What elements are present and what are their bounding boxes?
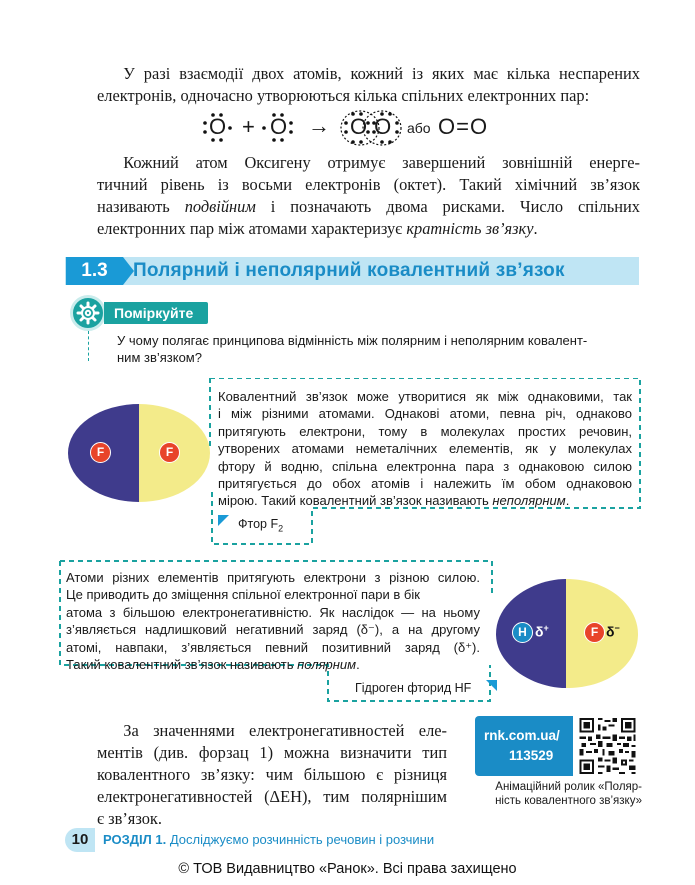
chapter-label: РОЗДІЛ 1. xyxy=(103,832,167,847)
box2-line-2: Це приводить до зміщення спільної електронної пари в бік xyxy=(66,587,420,603)
term-double: подвійним xyxy=(184,197,256,216)
para2-text: електронних пар між атомами характеризує xyxy=(97,219,407,238)
plus-sign: + xyxy=(242,114,255,139)
para2-text: і позначають двома рисками. Число спільних xyxy=(255,197,640,216)
term-nonpolar: неполярним xyxy=(492,493,566,509)
box2-text xyxy=(66,569,480,673)
delta-symbol: δ xyxy=(606,623,615,640)
section-title: Полярний і неполярний ковалентний зв’язок xyxy=(133,260,565,281)
box2-line-5: атомі, навпаки, з’являється певний позитивний заряд (δ⁺). xyxy=(66,639,480,655)
think-dashed-line xyxy=(88,331,89,361)
para2-line-1: Кожний атом Оксигену отримує завершений зовнішній енерге- xyxy=(123,153,640,172)
bottom-line-5: є зв’язок. xyxy=(97,809,162,828)
page-number: 10 xyxy=(65,828,95,852)
oxygen-molecule: OO xyxy=(350,114,399,139)
section-number: 1.3 xyxy=(66,257,123,285)
gear-icon xyxy=(70,295,106,331)
term-bond-order: кратність зв’язку xyxy=(406,219,534,238)
box1-line-6: притягується до обох атомів і належить їм обом однаковою xyxy=(218,476,632,492)
box1-line-7 xyxy=(218,492,632,509)
chapter-title: Досліджуємо розчинність речовин і розчини xyxy=(166,832,435,847)
rnk-url: rnk.com.ua/ xyxy=(484,728,560,743)
fluorine-atom-2: F xyxy=(159,442,180,463)
bottom-line-4: електронегативностей (ΔЕН), тим полярнішим xyxy=(97,787,447,806)
think-tag: Поміркуйте xyxy=(104,302,208,324)
paragraph-electronegativity xyxy=(97,720,447,830)
animation-caption-line-2: ність ковалентного зв’язку» xyxy=(495,794,642,807)
box1-text xyxy=(218,388,632,510)
intro-line-2: електронів, одночасно утворюються кілька спільних електронних пар: xyxy=(97,86,590,105)
delta-symbol: δ xyxy=(535,623,544,640)
box1-text-part: мірою. Такий ковалентний зв’язок називають xyxy=(218,493,493,509)
delta-minus-sign: − xyxy=(614,623,620,633)
box2-text-part: Такий ковалентний зв’язок називають xyxy=(66,657,298,673)
hydrogen-atom: H xyxy=(512,622,533,643)
box1-line-5: фтору й водню, спільна електронна пара з однаковою силою xyxy=(218,458,632,474)
delta-plus-label xyxy=(535,623,549,640)
arrow-sign: → xyxy=(308,113,330,138)
intro-line-1: У разі взаємодії двох атомів, кожний із яких має кілька неспарених xyxy=(123,64,640,83)
delta-minus-label xyxy=(606,623,620,640)
box1-caption-text: Фтор F xyxy=(238,517,279,531)
delta-plus-sign: + xyxy=(543,623,549,633)
box2-caption: Гідроген фторид HF xyxy=(355,681,472,695)
box1-line-3: притягують електрони, тому в молекулах простих речовин, xyxy=(218,423,632,439)
lewis-formula xyxy=(200,108,500,148)
or-label: або xyxy=(407,120,431,136)
para2-text: . xyxy=(533,219,538,238)
rnk-link[interactable] xyxy=(475,716,573,776)
box1-text-part: . xyxy=(565,493,570,509)
copyright: © ТОВ Видавництво «Ранок». Всі права захищено xyxy=(178,861,517,877)
para2-text: називають xyxy=(97,197,185,216)
box1-line-1: Ковалентний зв’язок може утворитися як між однаковими, так xyxy=(218,389,632,404)
animation-caption-line-1: Анімаційний ролик «Поляр- xyxy=(495,781,642,793)
box2-line-3: атома з більшою електронегативністю. Як наслідок — на ньому xyxy=(66,604,480,620)
box2-text-part: . xyxy=(356,657,360,673)
box2-line-1: Атоми різних елементів притягують електрони з різною силою. xyxy=(66,570,480,585)
box1-caption xyxy=(238,517,283,534)
qr-code-icon[interactable] xyxy=(575,716,640,776)
caption-triangle-icon xyxy=(218,515,229,526)
oxygen-atom-2: O xyxy=(270,114,288,139)
think-question-line-2: ним зв’язком? xyxy=(117,350,202,365)
fluorine-atom-hf: F xyxy=(584,622,605,643)
box1-line-2: і між різними атомами. Однакові атоми, певна річ, однаково xyxy=(218,406,632,422)
think-question-line-1: У чому полягає принципова відмінність між полярним і неполярним ковалент- xyxy=(117,333,588,348)
animation-caption xyxy=(462,781,642,808)
box1-line-4: утворених атомами неметалічних елементів, як у молекулах xyxy=(218,441,632,457)
box2-line-4: з’являється надлишковий негативний заряд (δ⁻), а на другому xyxy=(66,622,480,638)
bottom-line-1: За значеннями електронегативностей еле- xyxy=(123,721,447,740)
bottom-line-2: ментів (див. форзац 1) можна визначити тип xyxy=(97,743,447,762)
para2-line-3 xyxy=(97,196,640,218)
para2-line-2: тичний рівень із восьми електронів (октет). Такий хімічний зв’язок xyxy=(97,175,640,194)
intro-paragraph xyxy=(97,63,640,107)
oxygen-atom-1: O xyxy=(209,114,227,139)
think-question xyxy=(117,332,637,366)
bottom-line-3: ковалентного зв’язку: чим більшою є різниця xyxy=(97,765,447,784)
box2-line-6 xyxy=(66,656,480,673)
box1-caption-sub: 2 xyxy=(278,523,284,534)
term-polar: полярним xyxy=(297,657,357,673)
structural-formula: O=O xyxy=(438,114,489,139)
rnk-code: 113529 xyxy=(509,748,554,763)
para2-line-4 xyxy=(97,218,640,240)
paragraph-double-bond xyxy=(97,152,640,240)
chapter-running-head xyxy=(103,832,434,847)
fluorine-atom-1: F xyxy=(90,442,111,463)
